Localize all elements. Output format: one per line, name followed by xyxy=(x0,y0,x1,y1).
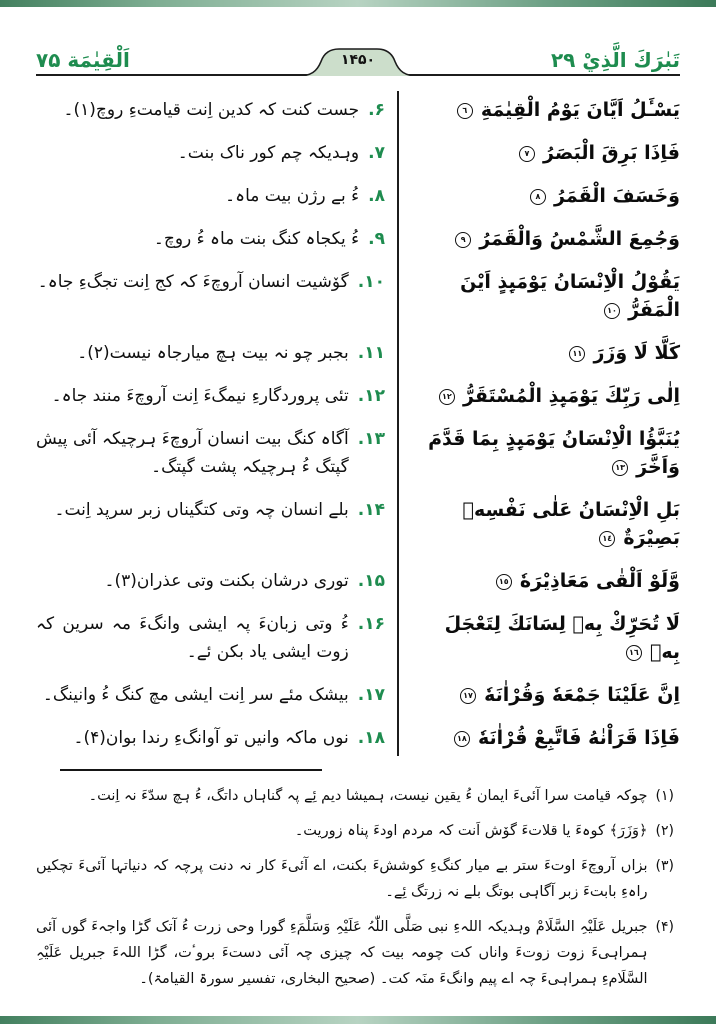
translation-text: گۆشیت انسان آروچءَ کہ کج اِنت تجگءِ جاہ۔ xyxy=(37,272,349,292)
page-number-medallion xyxy=(296,47,420,76)
ayah-number: ١٢ xyxy=(442,392,452,401)
footnote-list xyxy=(36,783,680,992)
footnote-text: جبریل عَلَیْہِ السَّلَامْ وہدیکہ اللہءِ نبی صَلَّی اللّٰہُ عَلَیْہِ وَسَلَّمَءِ گورا وحی زرت ءُ آتک گڑا واجہءَ گوں آئی ہمراہیءَ زوت زوتءَ واناں کت چومہ بیت کہ چیزی چہ آئی دستءَ بروٴت، گڑا اللہءَ جبریل عَلَیْہِ السَّلَامءِ ہمراہیءَ چہ اے پیم وانگءَ منَہ کت۔ (صحیح البخاری، تفسیر سورۃ القیامۃ)۔ xyxy=(36,919,648,987)
ayah-number: ٩ xyxy=(460,235,466,244)
arabic-verse xyxy=(399,339,680,367)
verse-number: ۱۴. xyxy=(357,500,385,520)
translation-cell xyxy=(36,382,399,410)
footnote-text: ﴿وَزَرَ﴾ کوہءَ یا قلاتءَ گۆش اَنت کہ مردم اودءَ پناہ زوریت۔ xyxy=(294,823,648,839)
footnote-marker: (۱) xyxy=(655,788,674,804)
arabic-verse-text: كَلَّا لَا وَزَرَ xyxy=(593,342,680,364)
translation-cell xyxy=(36,425,399,481)
translation-cell xyxy=(36,225,399,253)
translation-text: آگاہ کنگ بیت انسان آروچءَ ہرچیکہ آئی پیش گپتگ ءُ ہرچیکہ پشت گپتگ۔ xyxy=(36,429,349,477)
ayah-end-icon xyxy=(612,460,628,476)
ayah-number: ١٧ xyxy=(463,691,473,700)
translation-text: بجبر چو نہ بیت ہچ میارجاہ نیست(۲)۔ xyxy=(77,343,349,363)
translation-cell xyxy=(36,139,399,167)
verse-row xyxy=(36,560,680,603)
ayah-number: ١٥ xyxy=(498,577,509,586)
arabic-verse xyxy=(399,268,680,324)
arabic-verse-text: وَخَسَفَ الْقَمَرُ xyxy=(554,185,680,207)
verse-number: ۱۳. xyxy=(357,429,385,449)
verse-row xyxy=(36,489,680,560)
arabic-verse-text: لَا تُحَرِّكْ بِهٖ لِسَانَكَ لِتَعْجَلَ بِهٖ xyxy=(444,613,680,663)
translation-cell xyxy=(36,724,399,752)
verse-number: ۱۸. xyxy=(357,728,385,748)
verse-number: ۱۲. xyxy=(357,386,385,406)
ayah-end-icon xyxy=(457,103,473,119)
translation-cell xyxy=(36,339,399,367)
verse-area xyxy=(36,89,680,760)
ayah-number: ١٤ xyxy=(602,534,613,543)
verse-number: ۱۶. xyxy=(357,614,385,634)
translation-cell xyxy=(36,268,399,296)
ayah-end-icon xyxy=(569,346,585,362)
translation-text: بیشک مئے سر اِنت ایشی مچ کنگ ءُ وانینگ۔ xyxy=(42,685,349,705)
verse-row xyxy=(36,261,680,332)
footnotes-section xyxy=(36,769,680,992)
ayah-end-icon xyxy=(604,303,620,319)
ayah-number: ٧ xyxy=(524,149,530,158)
translation-text: تئی پروردگارءِ نیمگءَ اِنت آروچءَ منند جاہ۔ xyxy=(51,386,349,406)
translation-text: ءُ بے رژن بیت ماہ۔ xyxy=(225,186,360,206)
footnote-marker: (۳) xyxy=(655,858,674,874)
page-number: ۱۴۵۰ xyxy=(340,52,376,68)
arabic-verse-text: فَاِذَا بَرِقَ الْبَصَرُ xyxy=(543,142,680,164)
verse-row xyxy=(36,332,680,375)
column-divider xyxy=(397,91,399,756)
ayah-end-icon xyxy=(599,531,615,547)
arabic-verse-text: وَجُمِعَ الشَّمْسُ وَالْقَمَرُ xyxy=(479,228,680,250)
verse-number: ۸. xyxy=(368,186,385,206)
translation-text: وہدیکہ چم کور ناک بنت۔ xyxy=(177,143,360,163)
juz-title: تَبٰرَكَ الَّذِيْ ۲۹ xyxy=(550,48,680,72)
surah-title: اَلْقِيٰمَة ۷۵ xyxy=(36,48,130,72)
verse-number: ۹. xyxy=(368,229,385,249)
ayah-end-icon xyxy=(460,688,476,704)
arabic-verse-text: يُنَبَّؤُا الْاِنْسَانُ يَوْمَىِٕذٍ بِمَا قَدَّمَ وَاَخَّرَ xyxy=(428,428,680,478)
translation-cell xyxy=(36,567,399,595)
verse-number: ۱۱. xyxy=(357,343,385,363)
footnote-marker: (۴) xyxy=(655,919,674,935)
verse-list xyxy=(36,89,680,760)
footnote-row xyxy=(36,783,680,809)
footnote-text: چوکہ قیامت سرا آئیءَ ایمان ءُ یقین نیست، ہمیشا دیم ئِے پہ گناہاں داتگ، ءُ ہچ سدّءَ نہ اِنت۔ xyxy=(88,788,648,804)
translation-cell xyxy=(36,496,399,524)
footnote-marker: (۲) xyxy=(655,823,674,839)
verse-row xyxy=(36,375,680,418)
verse-number: ۷. xyxy=(368,143,385,163)
ayah-number: ١١ xyxy=(572,349,583,358)
ayah-end-icon xyxy=(626,645,642,661)
verse-row xyxy=(36,717,680,760)
ayah-number: ١٠ xyxy=(607,306,617,315)
verse-row xyxy=(36,132,680,175)
arabic-verse-text: يَقُوْلُ الْاِنْسَانُ يَوْمَىِٕذٍ اَيْنَ الْمَفَرُّ xyxy=(460,271,680,321)
page-header xyxy=(36,40,680,76)
arabic-verse xyxy=(399,96,680,124)
ayah-end-icon xyxy=(454,731,470,747)
ayah-end-icon xyxy=(439,389,455,405)
translation-cell xyxy=(36,96,399,124)
arabic-verse xyxy=(399,182,680,210)
arabic-verse xyxy=(399,610,680,666)
footnote-separator xyxy=(60,769,322,771)
ayah-number: ٨ xyxy=(535,192,541,201)
arabic-verse xyxy=(399,496,680,552)
arabic-verse xyxy=(399,425,680,481)
ayah-end-icon xyxy=(455,232,471,248)
translation-cell xyxy=(36,610,399,666)
translation-text: نوں ماکہ وانیں تو آوانگءِ رندا بوان(۴)۔ xyxy=(73,728,349,748)
footnote-row xyxy=(36,818,680,844)
ayah-number: ٦ xyxy=(462,106,468,115)
translation-text: ءُ وتی زبانءَ پہ ایشی وانگءَ مہ سرین کہ زوت ایشی یاد بکن ئے۔ xyxy=(36,614,349,662)
verse-number: ۶. xyxy=(368,100,385,120)
verse-row xyxy=(36,674,680,717)
ayah-number: ١٨ xyxy=(457,734,467,743)
ayah-number: ١٣ xyxy=(615,463,625,472)
arabic-verse xyxy=(399,382,680,410)
footnote-text: بزاں آروچءَ اوتءَ ستر بے میار کنگءِ کوششءَ بکنت، اے آئیءَ کار نہ دنت پرچہ کہ دنیاتہا آئیءَ تچکیں راہءِ بابتءَ زبر آگاہی بوتگ بلے نہ زرتگ ئِے۔ xyxy=(36,858,648,900)
verse-row xyxy=(36,89,680,132)
ayah-end-icon xyxy=(530,189,546,205)
arabic-verse-text: اِلٰى رَبِّكَ يَوْمَىِٕذِ الْمُسْتَقَرُّ xyxy=(463,385,680,407)
translation-text: بلے انسان چہ وتی کتگیناں زبر سرپد اِنت۔ xyxy=(54,500,349,520)
arabic-verse xyxy=(399,567,680,595)
verse-row xyxy=(36,418,680,489)
arabic-verse-text: يَسْـَٔلُ اَيَّانَ يَوْمُ الْقِيٰمَةِ xyxy=(480,99,680,121)
top-decorative-bar xyxy=(0,0,716,7)
translation-text: توری درشان بکنت وتی عذران(۳)۔ xyxy=(104,571,349,591)
verse-row xyxy=(36,603,680,674)
translation-cell xyxy=(36,681,399,709)
arabic-verse-text: اِنَّ عَلَيْنَا جَمْعَهٗ وَقُرْاٰنَهٗ xyxy=(484,684,680,706)
arabic-verse xyxy=(399,724,680,752)
ayah-end-icon xyxy=(519,146,535,162)
verse-row xyxy=(36,175,680,218)
arabic-verse-text: فَاِذَا قَرَاْنٰهُ فَاتَّبِعْ قُرْاٰنَهٗ xyxy=(478,727,680,749)
verse-row xyxy=(36,218,680,261)
footnote-row xyxy=(36,914,680,992)
bottom-decorative-bar xyxy=(0,1016,716,1024)
translation-cell xyxy=(36,182,399,210)
verse-number: ۱۰. xyxy=(357,272,385,292)
verse-number: ۱۵. xyxy=(357,571,385,591)
arabic-verse xyxy=(399,139,680,167)
translation-text: جست کنت کہ کدین اِنت قیامتءِ روچ(۱)۔ xyxy=(63,100,360,120)
arabic-verse xyxy=(399,225,680,253)
arabic-verse xyxy=(399,681,680,709)
ayah-end-icon xyxy=(496,574,512,590)
arabic-verse-text: وَّلَوْ اَلْقٰى مَعَاذِيْرَهٗ xyxy=(519,570,680,592)
verse-number: ۱۷. xyxy=(357,685,385,705)
arabic-verse-text: بَلِ الْاِنْسَانُ عَلٰى نَفْسِهٖ بَصِيْرَةٌ xyxy=(462,499,680,549)
ayah-number: ١٦ xyxy=(628,648,639,657)
footnote-row xyxy=(36,853,680,905)
translation-text: ءُ یکجاہ کنگ بنت ماہ ءُ روچ۔ xyxy=(153,229,360,249)
